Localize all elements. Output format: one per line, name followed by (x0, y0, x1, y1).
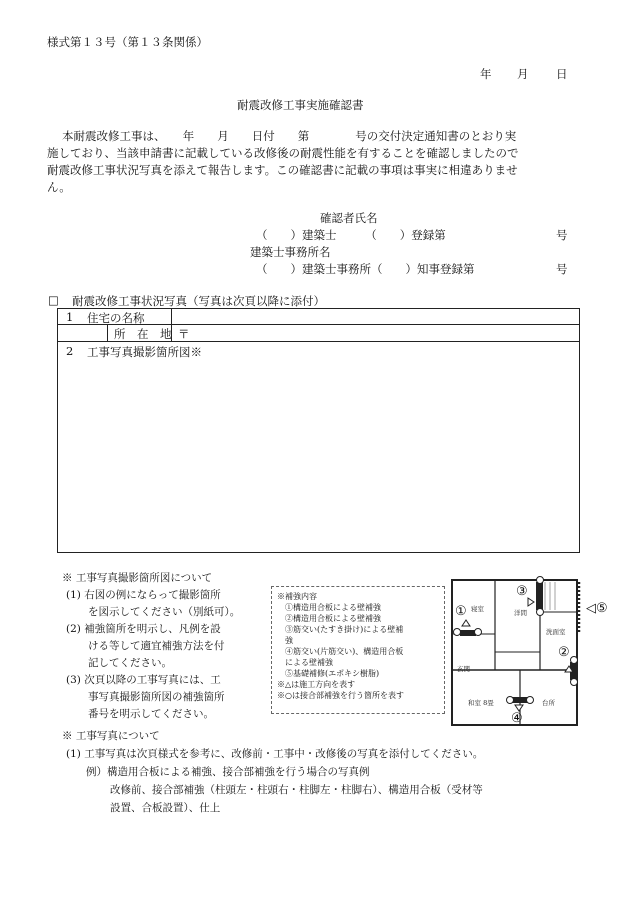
note-3a: (3) 次頁以降の工事写真には、工 (66, 674, 221, 686)
marker-3: ③ (516, 584, 528, 599)
date-day: 日 (556, 67, 568, 81)
legend-item-4b: による壁補強 (285, 658, 333, 667)
note-3b: 事写真撮影箇所図の補強箇所 (88, 691, 225, 703)
section-checkbox[interactable]: □ (48, 293, 59, 307)
form-number: 様式第１３号（第１３条関係） (47, 35, 208, 49)
note-2a: (2) 補強箇所を明示し、凡例を設 (66, 623, 221, 635)
date-month: 月 (517, 67, 529, 81)
photos-header: ※ 工事写真について (62, 730, 160, 742)
photos-item-1: (1) 工事写真は次頁様式を参考に、改修前・工事中・改修後の写真を添付してください。 (66, 748, 484, 760)
legend-item-3a: ③筋交い(たすき掛け)による壁補 (285, 625, 404, 634)
body-line-2: 施しており、当該申請書に記載している改修後の耐震性能を有することを確認しましたので (47, 146, 519, 160)
legend-item-2: ②構造用合板による壁補強 (285, 614, 381, 623)
legend-item-1: ①構造用合板による壁補強 (285, 603, 381, 612)
room-western: 洋間 (514, 609, 527, 617)
marker-4: ④ (511, 711, 523, 726)
row2-label: 工事写真撮影箇所図※ (87, 345, 202, 359)
photos-example: 例）構造用合板による補強、接合部補強を行う場合の写真例 (86, 766, 370, 778)
room-kitchen: 台所 (542, 699, 555, 707)
row1-label: 住宅の名称 (87, 311, 145, 325)
room-bedroom: 寝室 (471, 605, 484, 613)
office-line: （ ）建築士事務所（ ）知事登録第 (256, 262, 475, 276)
room-japanese: 和室 8畳 (468, 699, 494, 707)
photos-detail-1: 改修前、接合部補強（柱頭左・柱頭右・柱脚左・柱脚右）、構造用合板（受材等 (110, 784, 483, 796)
body-line-1: 本耐震改修工事は、 年 月 日付 第 号の交付決定通知書のとおり実 (62, 129, 517, 143)
note-1b: を図示してください（別紙可）。 (88, 606, 241, 618)
legend-item-4a: ④筋交い(片筋交い)、構造用合板 (285, 647, 404, 656)
room-washroom: 洗面室 (546, 628, 566, 636)
marker-5: ◁⑤ (586, 601, 608, 616)
marker-2: ② (558, 645, 570, 660)
note-2c: 記してください。 (88, 657, 172, 669)
row1-number: 1 (66, 310, 74, 324)
office-label: 建築士事務所名 (250, 245, 331, 259)
body-line-3: 耐震改修工事状況写真を添えて報告します。この確認書に記載の事項は事実に相違ありませ (47, 163, 518, 177)
photos-detail-2: 設置、合板設置）、仕上 (110, 802, 221, 814)
room-entrance: 玄関 (457, 665, 470, 673)
legend-note-1: ※△は施工方向を表す (277, 680, 356, 689)
location-label: 所 在 地 (114, 327, 172, 341)
location-value[interactable]: 〒 (178, 327, 190, 341)
note-1a: (1) 右図の例にならって撮影箇所 (66, 589, 221, 601)
section-heading: 耐震改修工事状況写真（写真は次頁以降に添付） (72, 294, 325, 308)
legend-title: ※補強内容 (277, 592, 317, 601)
page-title: 耐震改修工事実施確認書 (237, 98, 364, 112)
row2-number: 2 (66, 344, 74, 358)
note-2b: ける等して適宜補強方法を付 (88, 640, 225, 652)
notes-header: ※ 工事写真撮影箇所図について (62, 572, 213, 584)
date-year: 年 (480, 67, 492, 81)
legend-item-3b: 強 (285, 636, 293, 645)
body-line-4: ん。 (47, 180, 71, 194)
legend-item-5: ⑤基礎補修(エポキシ樹脂) (285, 669, 380, 678)
architect-no-suffix: 号 (556, 228, 568, 242)
office-no-suffix: 号 (556, 262, 568, 276)
marker-1: ① (455, 604, 467, 619)
legend-box (271, 586, 445, 714)
legend-note-2: ※○は接合部補強を行う箇所を表す (277, 691, 404, 700)
confirmer-name-label: 確認者氏名 (320, 211, 378, 225)
note-3c: 番号を明示してください。 (88, 708, 214, 720)
architect-line: （ ）建築士 （ ）登録第 (256, 228, 446, 242)
